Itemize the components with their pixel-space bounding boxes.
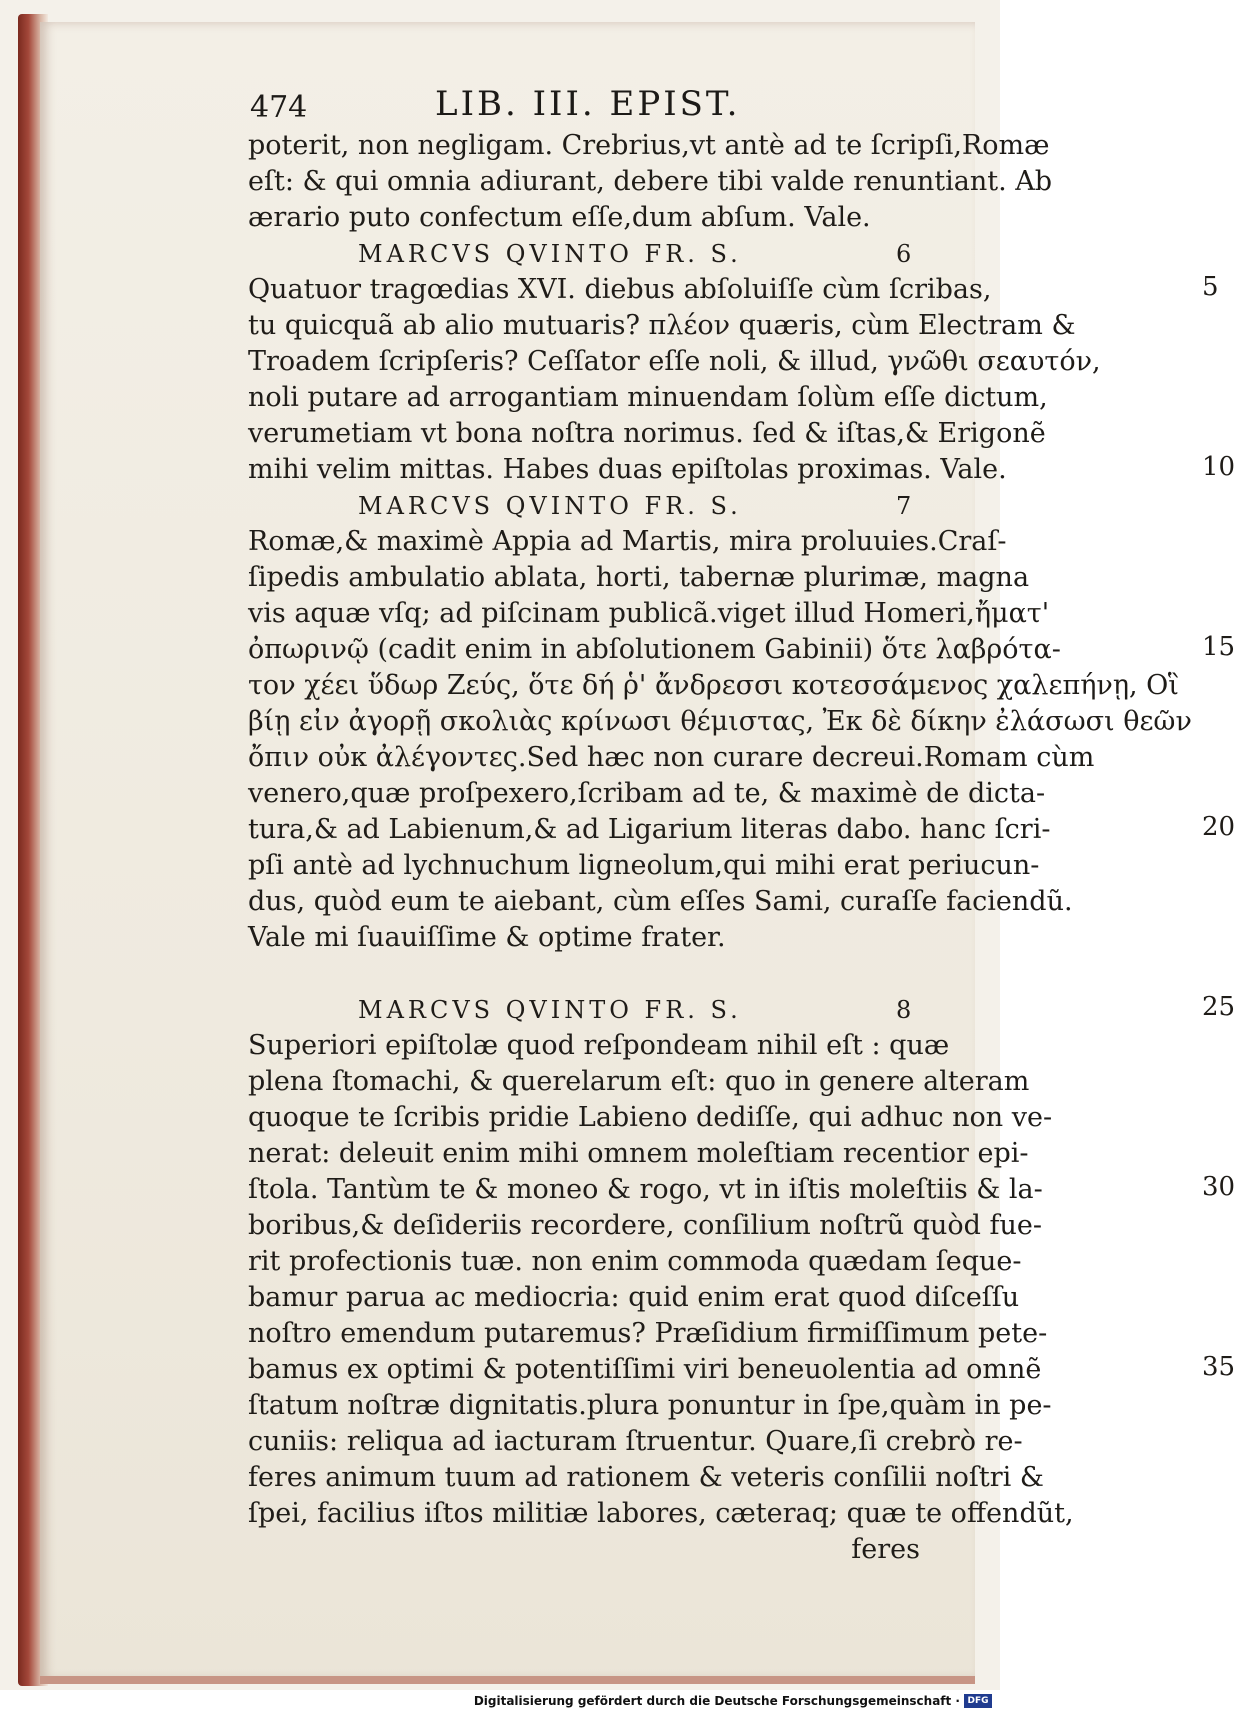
page-number: 474 — [250, 90, 308, 125]
text-line: ſtola. Tantùm te & moneo & rogo, vt in iſtis moleſtiis & la- — [248, 1174, 1043, 1205]
letter-heading — [248, 488, 968, 524]
margin-line-number: 15 — [1202, 632, 1236, 662]
text-line: pſi antè ad lychnuchum ligneolum,qui mihi erat periucun- — [248, 850, 1040, 881]
text-line: Romæ,& maximè Appia ad Martis, mira proluuies.Craſ- — [248, 526, 1007, 557]
text-line: Superiori epiſtolæ quod reſpondeam nihil eſt : quæ — [248, 1030, 950, 1061]
text-line: feres animum tuum ad rationem & veteris conſilii noſtri & — [248, 1462, 1044, 1493]
page-text — [248, 128, 1236, 1568]
letter-number: 8 — [896, 996, 916, 1024]
text-line: nerat: deleuit enim mihi omnem moleſtiam recentior epi- — [248, 1138, 1029, 1169]
text-line: ὄπιν οὐκ ἀλέγοντες.Sed hæc non curare decreui.Romam cùm — [248, 742, 1095, 773]
text-line: quoque te ſcribis pridie Labieno dediſſe, qui adhuc non ve- — [248, 1102, 1053, 1133]
letter-heading — [248, 992, 968, 1028]
blank-line — [248, 956, 968, 992]
text-line: poterit, non negligam. Crebrius,vt antè ad te ſcripſi,Romæ — [248, 130, 1050, 161]
text-line: ærario puto confectum eſſe,dum abſum. Vale. — [248, 202, 871, 233]
text-line: noli putare ad arrogantiam minuendam ſolùm eſſe dictum, — [248, 382, 1048, 413]
text-line: noſtro emendum putaremus? Præſidium firmiſſimum pete- — [248, 1318, 1048, 1349]
letter-number: 7 — [896, 492, 916, 520]
text-line: cuniis: reliqua ad iacturam ſtruentur. Quare,ſi crebrò re- — [248, 1426, 1023, 1457]
text-line: verumetiam vt bona noſtra norimus. ſed & iſtas,& Erigonẽ — [248, 418, 1046, 449]
text-line: ſtatum noſtræ dignitatis.plura ponuntur in ſpe,quàm in pe- — [248, 1390, 1052, 1421]
text-line: Vale mi ſuauiſſime & optime frater. — [248, 922, 726, 953]
margin-line-number: 5 — [1202, 272, 1219, 302]
text-line: Troadem ſcripſeris? Ceſſator eſſe noli, & illud, γνῶθι σεαυτόν, — [248, 346, 1101, 377]
running-head: LIB. III. EPIST. — [435, 84, 741, 124]
text-line: plena ſtomachi, & querelarum eſt: quo in genere alteram — [248, 1066, 1030, 1097]
text-line: βίῃ εἰν ἀγορῇ σκολιὰς κρίνωσι θέμιστας, Ἐκ δὲ δίκην ἐλάσωσι θεῶν — [248, 706, 1192, 737]
text-line: ſipedis ambulatio ablata, horti, tabernæ plurimæ, magna — [248, 562, 1030, 593]
page-header — [250, 80, 950, 130]
footer-text: Digitalisierung gefördert durch die Deutsche Forschungsgemeinschaft · — [473, 1694, 960, 1708]
margin-line-number: 20 — [1202, 812, 1236, 842]
text-line: tu quicquã ab alio mutuaris? πλέον quæris, cùm Electram & — [248, 310, 1076, 341]
text-line: tura,& ad Labienum,& ad Ligarium literas dabo. hanc ſcri- — [248, 814, 1051, 845]
text-line: venero,quæ proſpexero,ſcribam ad te, & maximè de dicta- — [248, 778, 1046, 809]
text-line: ſpei, facilius iſtos militiæ labores, cæteraq; quæ te offendũt, — [248, 1498, 1074, 1529]
catchword: feres — [851, 1534, 920, 1565]
text-line: rit profectionis tuæ. non enim commoda quædam ſeque- — [248, 1246, 1022, 1277]
letter-heading-text: MARCVS QVINTO FR. S. — [358, 492, 742, 520]
text-line: dus, quòd eum te aiebant, cùm eſſes Sami, curaſſe faciendũ. — [248, 886, 1073, 917]
text-line: vis aquæ vſq; ad piſcinam publicã.viget illud Homeri,ἤματ' — [248, 598, 1050, 629]
text-line: boribus,& deſideriis recordere, conſilium noſtrũ quòd fue- — [248, 1210, 1042, 1241]
letter-heading-text: MARCVS QVINTO FR. S. — [358, 240, 742, 268]
text-line: ὀπωρινῷ (cadit enim in abſolutionem Gabinii) ὅτε λαβρότα- — [248, 634, 1061, 665]
letter-heading-text: MARCVS QVINTO FR. S. — [358, 996, 742, 1024]
letter-heading — [248, 236, 968, 272]
margin-line-number: 10 — [1202, 452, 1236, 482]
dfg-logo: DFG — [964, 1694, 992, 1708]
margin-line-number: 30 — [1202, 1172, 1236, 1202]
text-line: Quatuor tragœdias XVI. diebus abſoluiſſe cùm ſcribas, — [248, 274, 992, 305]
margin-line-number: 35 — [1202, 1352, 1236, 1382]
text-line: bamus ex optimi & potentiſſimi viri beneuolentia ad omnẽ — [248, 1354, 1042, 1385]
text-line: τον χέει ὕδωρ Ζεύς, ὅτε δή ῥ' ἄνδρεσσι κοτεσσάμενος χαλεπήνῃ, Οἳ — [248, 670, 1179, 701]
letter-number: 6 — [896, 240, 916, 268]
text-line: bamur parua ac mediocria: quid enim erat quod diſceſſu — [248, 1282, 1020, 1313]
text-line: eſt: & qui omnia adiurant, debere tibi valde renuntiant. Ab — [248, 166, 1053, 197]
text-line: mihi velim mittas. Habes duas epiſtolas proximas. Vale. — [248, 454, 1007, 485]
footer-credit — [0, 1690, 1000, 1713]
margin-line-number: 25 — [1202, 992, 1236, 1022]
book-bottom-edge — [40, 1676, 975, 1684]
